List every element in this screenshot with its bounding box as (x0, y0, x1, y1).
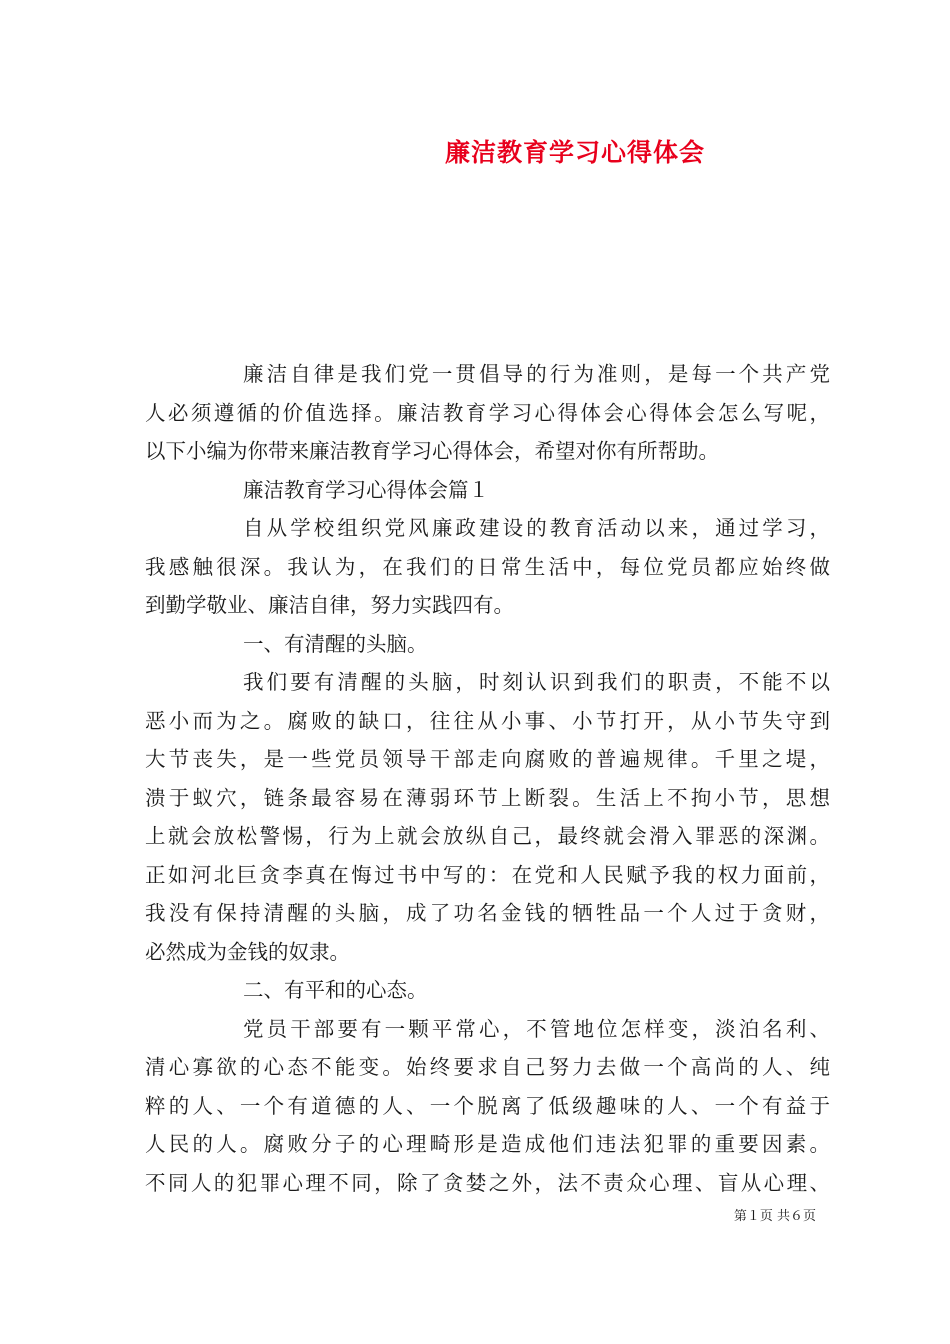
page-number: 第１页 共６页 (733, 1209, 817, 1224)
text-line: 廉洁教育学习心得体会篇１ (243, 477, 489, 502)
text-line: 人民的人。腐败分子的心理畸形是造成他们违法犯罪的重要因素。 (145, 1132, 830, 1156)
text-line: 以下小编为你带来廉洁教育学习心得体会，希望对你有所帮助。 (145, 439, 719, 463)
text-line: 必然成为金钱的奴隶。 (145, 939, 350, 964)
text-line: 我没有保持清醒的头脑，成了功名金钱的牺牲品一个人过于贪财， (145, 901, 830, 925)
text-line: 一、有清醒的头脑。 (243, 631, 428, 656)
document-body (145, 355, 830, 1202)
text-line: 上就会放松警惕，行为上就会放纵自己，最终就会滑入罪恶的深渊。 (145, 824, 830, 848)
text-line: 我们要有清醒的头脑，时刻认识到我们的职责，不能不以 (243, 670, 830, 694)
text-line: 我感触很深。我认为，在我们的日常生活中，每位党员都应始终做 (145, 554, 830, 579)
text-line: 清心寡欲的心态不能变。始终要求自己努力去做一个高尚的人、纯 (145, 1055, 830, 1079)
text-line: 人必须遵循的价值选择。廉洁教育学习心得体会心得体会怎么写呢， (145, 400, 830, 425)
text-line: 正如河北巨贪李真在悔过书中写的：在党和人民赋予我的权力面前， (145, 862, 830, 887)
text-line: 粹的人、一个有道德的人、一个脱离了低级趣味的人、一个有益于 (145, 1093, 830, 1118)
text-line: 党员干部要有一颗平常心，不管地位怎样变，淡泊名利、 (243, 1016, 830, 1041)
text-line: 自从学校组织党风廉政建设的教育活动以来，通过学习， (243, 516, 830, 540)
text-line: 廉洁自律是我们党一贯倡导的行为准则，是每一个共产党 (243, 362, 830, 386)
text-line: 溃于蚁穴，链条最容易在薄弱环节上断裂。生活上不拘小节，思想 (145, 785, 830, 810)
text-line: 到勤学敬业、廉洁自律，努力实践四有。 (145, 593, 514, 617)
document-title: 廉洁教育学习心得体会 (444, 138, 705, 167)
text-line: 大节丧失，是一些党员领导干部走向腐败的普遍规律。千里之堤， (145, 747, 830, 771)
text-line: 恶小而为之。腐败的缺口，往往从小事、小节打开，从小节失守到 (145, 708, 830, 733)
text-line: 二、有平和的心态。 (243, 978, 428, 1002)
text-line: 不同人的犯罪心理不同，除了贪婪之外，法不责众心理、盲从心理、 (145, 1170, 830, 1195)
